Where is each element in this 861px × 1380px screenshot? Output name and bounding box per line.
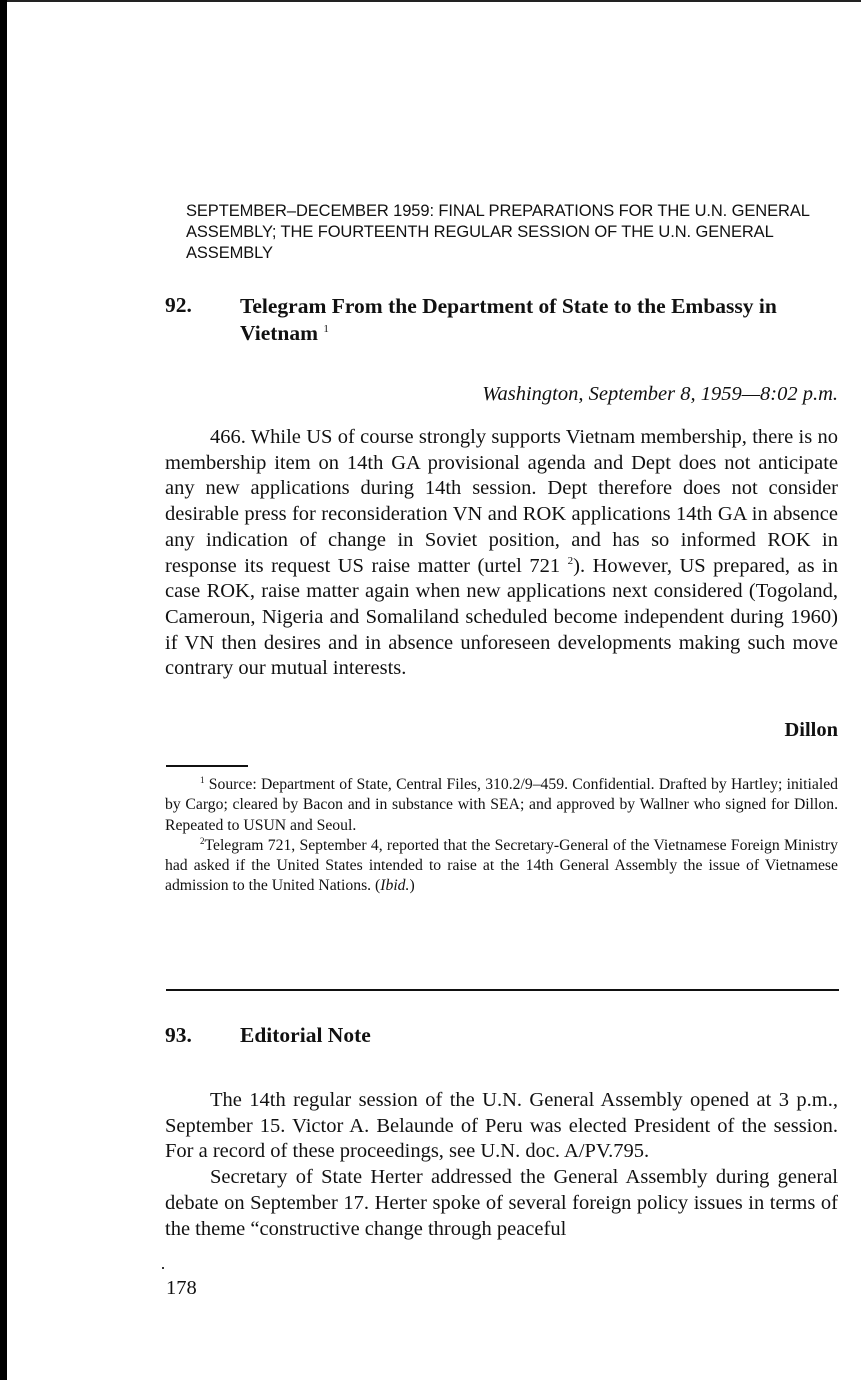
print-speck (162, 1267, 164, 1269)
top-edge-line (0, 0, 861, 2)
page-spine-edge (0, 0, 7, 1380)
editorial-paragraph-1: The 14th regular session of the U.N. General Assembly opened at 3 p.m., September 15. Victor A. Belaunde of Peru was elected President of the session. For a record of these proceedings, see U.N. doc. A/PV.795. (165, 1089, 838, 1163)
document-title-text: Telegram From the Department of State to the Embassy in Vietnam (240, 294, 777, 345)
running-head: SEPTEMBER–DECEMBER 1959: FINAL PREPARATIONS FOR THE U.N. GENERAL ASSEMBLY; THE FOURTEENTH REGULAR SESSION OF THE U.N. GENERAL ASSEMBLY (186, 202, 810, 262)
footnote-text: Telegram 721, September 4, reported that the Secretary-General of the Vietnamese Foreign Ministry had asked if the United States intended to raise at the 14th General Assembly the issue of Vietnamese admission to the United Nations. ( (165, 836, 838, 895)
footnote-closing: ) (409, 877, 415, 895)
telegram-text-b: ). However, US prepared, as in case ROK, raise matter again when new applications next considered (Togoland, Cameroun, Nigeria and Somaliland scheduled become independent during 1960) if VN then desires and in absence unforeseen developments making such move contrary our mutual interests. (165, 554, 839, 680)
document-number: 93. (165, 1023, 192, 1047)
page-number: 178 (166, 1277, 197, 1299)
editorial-paragraph-2: Secretary of State Herter addressed the General Assembly during general debate on September 17. Herter spoke of several foreign policy issues in terms of the theme “constructive change through peaceful (165, 1166, 838, 1240)
document-number: 92. (165, 293, 192, 317)
footnote-marker: 2 (200, 835, 205, 846)
document-title: Editorial Note (240, 1023, 371, 1047)
dateline: Washington, September 8, 1959—8:02 p.m. (482, 383, 838, 405)
telegram-paragraph (165, 425, 838, 682)
footnote-2 (165, 836, 838, 897)
footnote-1 (165, 775, 838, 836)
footnote-separator (166, 765, 248, 767)
footnotes (165, 775, 838, 897)
signature: Dillon (784, 719, 838, 741)
footnote-ref-2[interactable]: 2 (567, 554, 574, 567)
section-separator (166, 989, 839, 991)
telegram-text-a: 466. While US of course strongly supports Vietnam membership, there is no membership item on 14th GA provisional agenda and Dept does not anticipate any new applications during 14th session. Dept therefore does not consider desirable press for reconsideration VN and ROK applications 14th GA in absence any indication of change in Soviet position, and has so informed ROK in response its request US raise matter (urtel 721 (165, 426, 838, 577)
editorial-note-body (165, 1088, 838, 1242)
document-title (240, 293, 840, 347)
footnote-ref-1[interactable]: 1 (323, 322, 329, 335)
telegram-body (165, 425, 838, 682)
footnote-text: Source: Department of State, Central Files, 310.2/9–459. Confidential. Drafted by Hartley; initialed by Cargo; cleared by Bacon and in substance with SEA; and approved by Wallner who signed for Dillon. Repeated to USUN and Seoul. (165, 776, 839, 834)
footnote-marker: 1 (200, 774, 205, 785)
ibid-citation: Ibid. (380, 877, 410, 895)
